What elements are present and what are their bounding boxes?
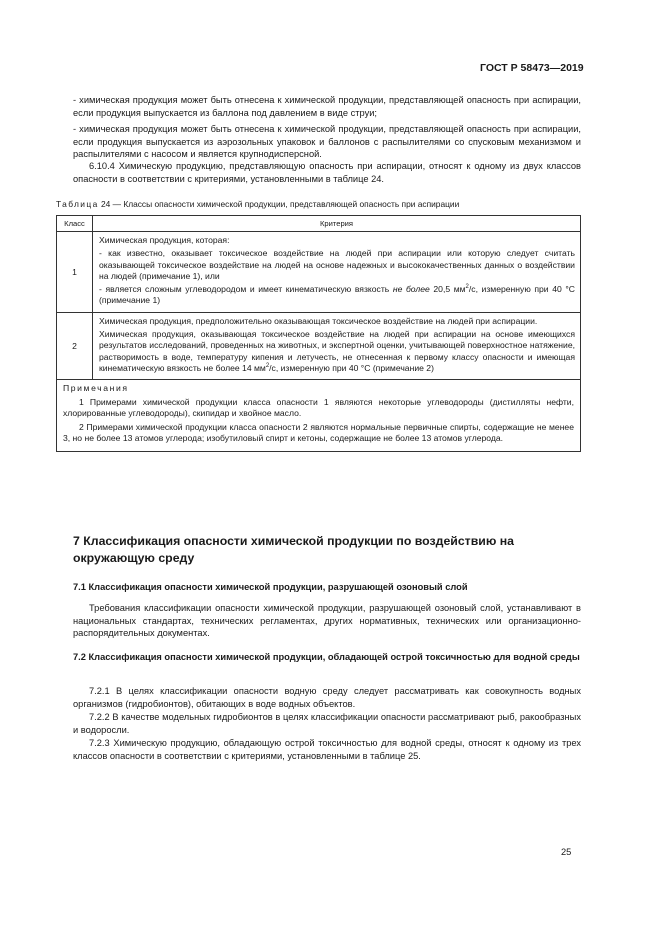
criteria-line: - как известно, оказывает токсическое воздействие на людей при аспирации или которую следует считать оказывающей токсическое воздействие на людей на основе надежных и высококачественных данных о воздействии на людей (примечание 1), или xyxy=(99,248,575,281)
column-header-class: Класс xyxy=(57,216,93,232)
criteria-line: Химическая продукция, предположительно оказывающая токсическое воздействие на людей при аспирации. xyxy=(99,315,538,326)
table-caption xyxy=(56,199,459,209)
class-1-criteria xyxy=(93,232,581,313)
table-notes-row xyxy=(57,380,581,452)
class-2-criteria xyxy=(93,312,581,379)
criteria-text: - является сложным углеводородом и имеет кинематическую вязкость xyxy=(99,284,390,295)
paragraph-6-10-4: 6.10.4 Химическую продукцию, представляющую опасность при аспирации, относят к одному из двух классов опасности в соответствии с критериями, установленными в таблице 24. xyxy=(73,161,581,184)
section-7-1-heading: 7.1 Классификация опасности химической продукции, разрушающей озоновый слой xyxy=(73,582,468,592)
column-header-criteria: Критерия xyxy=(93,216,581,232)
criteria-text: /с, измеренную при 40 °С (примечание 1) xyxy=(99,284,576,306)
table-header-row xyxy=(57,216,581,232)
hazard-class-table xyxy=(56,215,581,452)
class-1-cell: 1 xyxy=(57,232,93,313)
table-caption-label: Таблица xyxy=(56,199,99,209)
table-row xyxy=(57,312,581,379)
criteria-line xyxy=(99,284,575,307)
paragraph-7-2-1: 7.2.1 В целях классификации опасности водную среду следует рассматривать как совокупность водных организмов (гидробионтов), обитающих в воде водных объектов. xyxy=(73,686,581,709)
criteria-line: Химическая продукция, которая: xyxy=(99,235,230,245)
note-1: 1 Примерами химической продукции класса опасности 1 являются некоторые углеводороды (дистилляты нефти, хлорированные углеводороды), скипидар и хвойное масло. xyxy=(63,396,574,419)
notes-title: Примечания xyxy=(63,383,129,394)
section-7-1-text: Требования классификации опасности химической продукции, разрушающей озоновый слой, устанавливают в национальных стандартах, технических регламентах, других нормативных, технических или организационно-распорядительных документах. xyxy=(73,603,581,639)
criteria-text: 20,5 мм xyxy=(433,284,466,295)
criteria-text: Химическая продукция, оказывающая токсическое воздействие на людей при аспирации на основе имеющихся результатов исследований, проведенных на животных, и экспертной оценки, учитывающей поверхностное натяжение, растворимость в воде, температуру кипения и летучесть, не отнесенная к первому классу опасности и имеющая кинематическую вязкость не более 14 мм xyxy=(99,329,575,373)
page-number: 25 xyxy=(561,847,572,857)
section-7-2-heading: 7.2 Классификация опасности химической продукции, обладающей острой токсичностью для водной среды xyxy=(73,652,580,662)
table-row xyxy=(57,232,581,313)
superscript: 2 xyxy=(265,363,270,370)
intro-bullet-2: - химическая продукция может быть отнесена к химической продукции, представляющей опасность при аспирации, если продукция выпускается из аэрозольных упаковок и баллонов с распылителями со спусковым механизмом и распылителями с насосом и является крупнодисперсной. xyxy=(73,124,581,160)
table-notes xyxy=(57,380,581,452)
paragraph-7-2-3: 7.2.3 Химическую продукцию, обладающую острой токсичностью для водной среды, относят к одному из трех классов опасности в соответствии с критериями, установленными в таблице 25. xyxy=(73,738,581,761)
note-2: 2 Примерами химической продукции класса опасности 2 являются нормальные первичные спирты, содержащие не менее 3, но не более 13 атомов углерода; изобутиловый спирт и кетоны, содержащие не более 13 атомов углерода. xyxy=(63,421,574,444)
superscript: 2 xyxy=(465,284,469,291)
intro-bullet-1: - химическая продукция может быть отнесена к химической продукции, представляющей опасность при аспирации, если продукция выпускается из баллона под давлением в виде струи; xyxy=(73,95,581,118)
criteria-emphasis: не более xyxy=(392,284,430,295)
paragraph-7-2-2: 7.2.2 В качестве модельных гидробионтов в целях классификации опасности рассматривают рыб, ракообразных и водоросли. xyxy=(73,712,581,735)
criteria-text: /с, измеренную при 40 °С (примечание 2) xyxy=(269,362,434,373)
class-2-cell: 2 xyxy=(57,312,93,379)
section-7-heading: 7 Классификация опасности химической продукции по воздействию на окружающую среду xyxy=(73,534,515,565)
table-caption-text: 24 — Классы опасности химической продукции, представляющей опасность при аспирации xyxy=(100,199,460,209)
criteria-line xyxy=(99,329,575,374)
standard-number: ГОСТ Р 58473—2019 xyxy=(480,62,584,74)
